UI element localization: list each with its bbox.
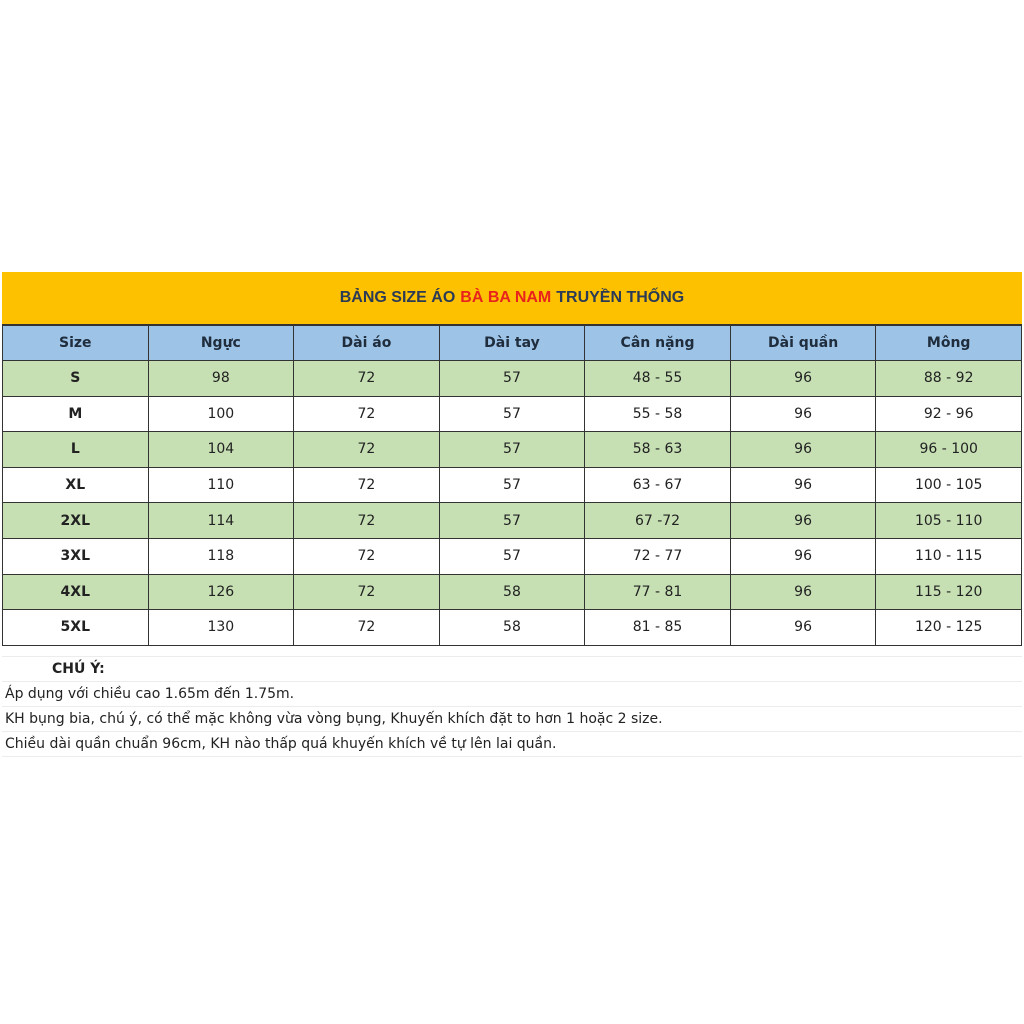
table-row: [3, 396, 1022, 432]
cell-hip: 115 - 120: [876, 574, 1022, 610]
cell-hip: 110 - 115: [876, 538, 1022, 574]
header-sleeve-length: Dài tay: [439, 326, 585, 361]
table-row: [3, 432, 1022, 468]
cell-size: 4XL: [3, 574, 149, 610]
cell-weight: 67 -72: [585, 503, 731, 539]
note-line-text: KH bụng bia, chú ý, có thể mặc không vừa vòng bụng, Khuyến khích đặt to hơn 1 hoặc 2 size.: [5, 710, 663, 727]
cell-chest: 126: [148, 574, 294, 610]
cell-pants-length: 96: [730, 432, 876, 468]
cell-hip: 92 - 96: [876, 396, 1022, 432]
cell-pants-length: 96: [730, 610, 876, 646]
note-line: [2, 732, 1022, 757]
cell-weight: 81 - 85: [585, 610, 731, 646]
cell-size: L: [3, 432, 149, 468]
notes-section: [2, 646, 1022, 757]
cell-pants-length: 96: [730, 503, 876, 539]
cell-sleeve-length: 57: [439, 467, 585, 503]
cell-shirt-length: 72: [294, 574, 440, 610]
cell-chest: 110: [148, 467, 294, 503]
table-row: [3, 610, 1022, 646]
cell-size: 3XL: [3, 538, 149, 574]
cell-shirt-length: 72: [294, 361, 440, 397]
cell-weight: 77 - 81: [585, 574, 731, 610]
cell-shirt-length: 72: [294, 467, 440, 503]
note-line: [2, 707, 1022, 732]
notes-heading: CHÚ Ý:: [52, 660, 105, 677]
cell-sleeve-length: 57: [439, 396, 585, 432]
cell-shirt-length: 72: [294, 503, 440, 539]
cell-hip: 96 - 100: [876, 432, 1022, 468]
table-row: [3, 467, 1022, 503]
notes-heading-row: [2, 657, 1022, 682]
table-row: [3, 574, 1022, 610]
chart-title: [2, 272, 1022, 325]
cell-chest: 100: [148, 396, 294, 432]
cell-chest: 104: [148, 432, 294, 468]
size-chart-sheet: [2, 268, 1022, 757]
header-shirt-length: Dài áo: [294, 326, 440, 361]
cell-hip: 120 - 125: [876, 610, 1022, 646]
table-row: [3, 503, 1022, 539]
cell-chest: 98: [148, 361, 294, 397]
cell-chest: 118: [148, 538, 294, 574]
cell-weight: 63 - 67: [585, 467, 731, 503]
cell-pants-length: 96: [730, 538, 876, 574]
cell-pants-length: 96: [730, 467, 876, 503]
header-weight: Cân nặng: [585, 326, 731, 361]
header-hip: Mông: [876, 326, 1022, 361]
cell-weight: 55 - 58: [585, 396, 731, 432]
cell-sleeve-length: 58: [439, 610, 585, 646]
title-part-1: BẢNG SIZE ÁO: [339, 289, 456, 306]
cell-chest: 114: [148, 503, 294, 539]
header-size: Size: [3, 326, 149, 361]
note-line: [2, 682, 1022, 707]
cell-sleeve-length: 58: [439, 574, 585, 610]
cell-sleeve-length: 57: [439, 503, 585, 539]
cell-hip: 88 - 92: [876, 361, 1022, 397]
cell-size: XL: [3, 467, 149, 503]
cell-sleeve-length: 57: [439, 432, 585, 468]
cell-sleeve-length: 57: [439, 538, 585, 574]
cell-size: M: [3, 396, 149, 432]
cell-shirt-length: 72: [294, 432, 440, 468]
cell-weight: 48 - 55: [585, 361, 731, 397]
cell-pants-length: 96: [730, 361, 876, 397]
table-row: [3, 361, 1022, 397]
cell-size: 5XL: [3, 610, 149, 646]
spacer-row: [2, 646, 1022, 657]
cell-shirt-length: 72: [294, 538, 440, 574]
cell-weight: 58 - 63: [585, 432, 731, 468]
size-table: [2, 325, 1022, 646]
title-part-2: TRUYỀN THỐNG: [556, 289, 685, 306]
cell-hip: 105 - 110: [876, 503, 1022, 539]
note-line-text: Áp dụng với chiều cao 1.65m đến 1.75m.: [5, 685, 295, 702]
cell-size: S: [3, 361, 149, 397]
header-pants-length: Dài quần: [730, 326, 876, 361]
cell-pants-length: 96: [730, 396, 876, 432]
note-line-text: Chiều dài quần chuẩn 96cm, KH nào thấp quá khuyến khích về tự lên lai quần.: [5, 735, 557, 752]
cell-size: 2XL: [3, 503, 149, 539]
cell-weight: 72 - 77: [585, 538, 731, 574]
cell-hip: 100 - 105: [876, 467, 1022, 503]
title-highlight: BÀ BA NAM: [460, 289, 552, 306]
cell-shirt-length: 72: [294, 396, 440, 432]
table-row: [3, 538, 1022, 574]
cell-sleeve-length: 57: [439, 361, 585, 397]
cell-pants-length: 96: [730, 574, 876, 610]
table-header-row: [3, 326, 1022, 361]
cell-chest: 130: [148, 610, 294, 646]
header-chest: Ngực: [148, 326, 294, 361]
cell-shirt-length: 72: [294, 610, 440, 646]
